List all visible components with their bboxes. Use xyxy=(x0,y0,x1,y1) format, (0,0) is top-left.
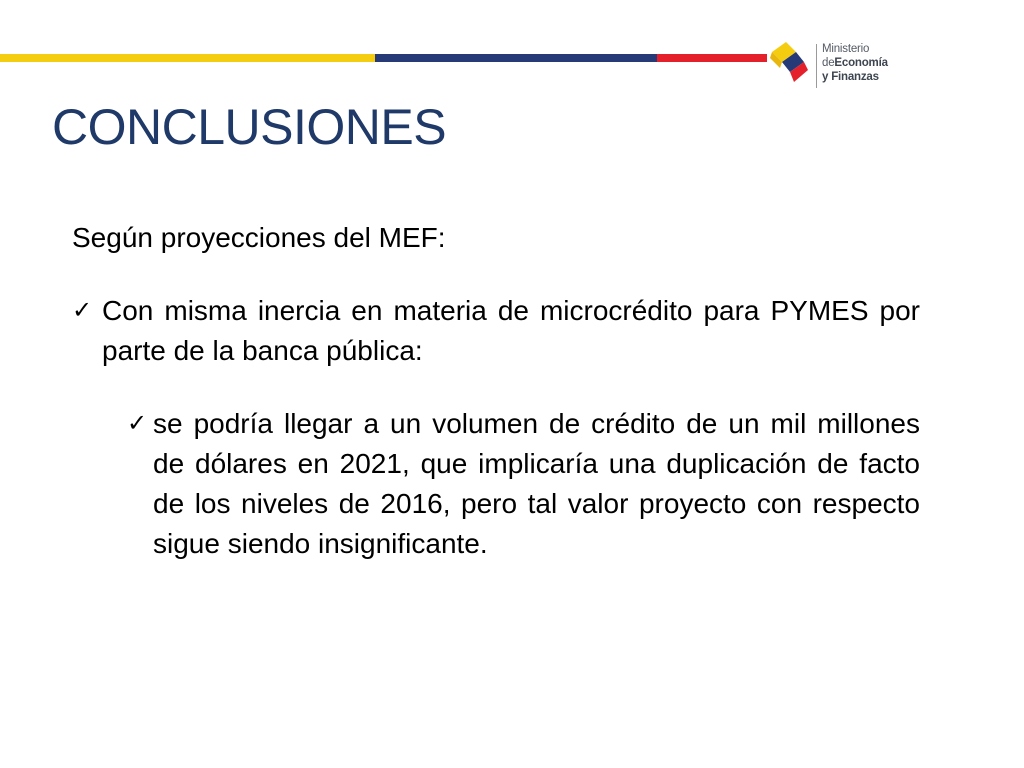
logo-text xyxy=(822,42,888,84)
checkmark-icon: ✓ xyxy=(127,410,148,437)
bullet-item xyxy=(72,291,920,371)
logo-line-2-prefix: de xyxy=(822,57,835,69)
sub-bullet-item xyxy=(127,404,920,564)
sub-bullet-text: se podría llegar a un volumen de crédito de un mil millones de dólares en 2021, que implicaría una duplicación de facto de los niveles de 2016, pero tal valor proyecto con respecto sigue siendo insignificante. xyxy=(153,408,920,559)
bullet-text: Con misma inercia en materia de microcrédito para PYMES por parte de la banca pública: xyxy=(102,295,920,366)
logo-line-3 xyxy=(822,70,888,84)
logo-line-2 xyxy=(822,56,888,70)
ministry-logo xyxy=(770,38,1020,98)
logo-line-2-bold: Economía xyxy=(834,57,888,69)
header-stripe-blue xyxy=(375,54,657,62)
logo-line-3-bold: y Finanzas xyxy=(822,71,879,83)
header-stripe-red xyxy=(657,54,767,62)
logo-line-1: Ministerio xyxy=(822,43,870,55)
checkmark-icon: ✓ xyxy=(72,297,93,324)
slide-content xyxy=(72,218,920,564)
logo-divider xyxy=(816,44,817,88)
ecuador-tricolor-emblem-icon xyxy=(770,38,810,90)
slide-title: CONCLUSIONES xyxy=(52,99,447,155)
header-stripe-yellow xyxy=(0,54,375,62)
intro-text: Según proyecciones del MEF: xyxy=(72,222,446,253)
